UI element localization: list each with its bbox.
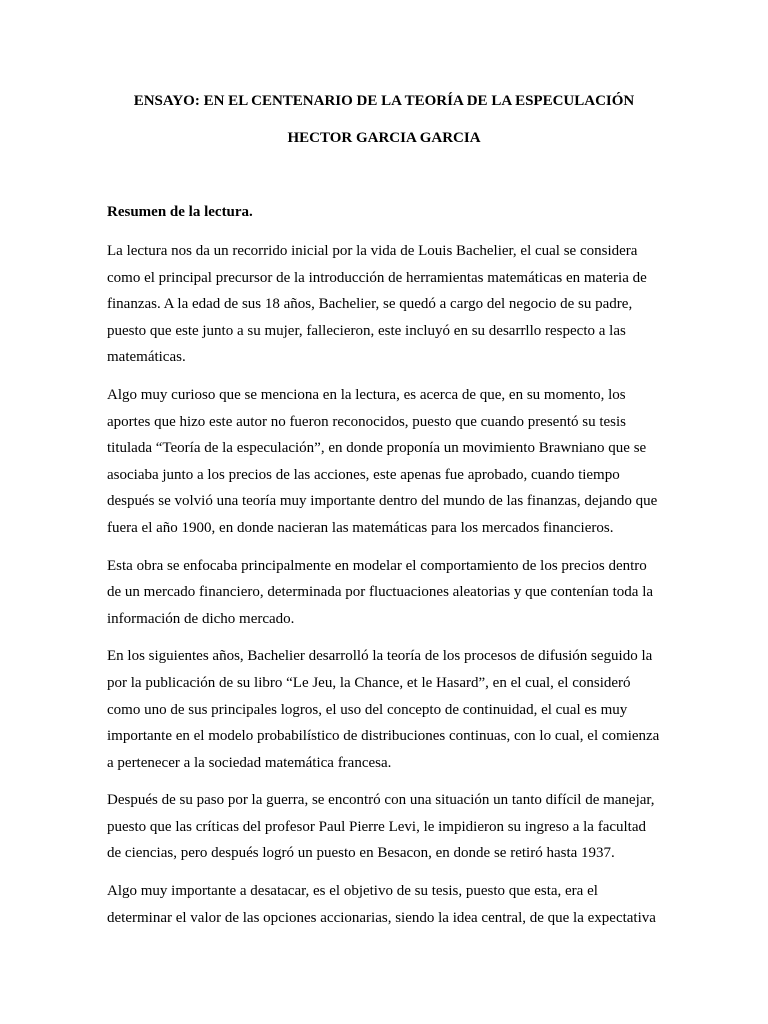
paragraph-1: La lectura nos da un recorrido inicial por la vida de Louis Bachelier, el cual se considera como el principal precursor de la introducción de herramientas matemáticas en materia de finanzas. A la edad de sus 18 años, Bachelier, se quedó a cargo del negocio de su padre, puesto que este junto a su mujer, fallecieron, este incluyó en su desarrllo respecto a las matemáticas. — [107, 243, 647, 366]
paragraph-3: Esta obra se enfocaba principalmente en modelar el comportamiento de los precios dentro de un mercado financiero, determinada por fluctuaciones aleatorias y que contenían toda la información de dicho mercado. — [107, 557, 654, 627]
section-heading: Resumen de la lectura. — [107, 204, 253, 220]
document-author: HECTOR GARCIA GARCIA — [287, 130, 481, 146]
paragraph-4: En los siguientes años, Bachelier desarrolló la teoría de los procesos de difusión seguido la por la publicación de su libro “Le Jeu, la Chance, et le Hasard”, en el cual, el consideró como uno de sus principales logros, el uso del concepto de continuidad, el cual es muy importante en el modelo probabilístico de distribuciones continuas, con lo cual, el comienza a pertenecer a la sociedad matemática francesa. — [107, 648, 660, 771]
document-title: ENSAYO: EN EL CENTENARIO DE LA TEORÍA DE LA ESPECULACIÓN — [133, 93, 635, 109]
paragraph-2: Algo muy curioso que se menciona en la lectura, es acerca de que, en su momento, los aportes que hizo este autor no fueron reconocidos, puesto que cuando presentó su tesis titulada “Teoría de la especulación”, en donde proponía un movimiento Brawniano que se asociaba junto a los precios de las acciones, este apenas fue aprobado, cuando tiempo después se volvió una teoría muy importante dentro del mundo de las finanzas, dejando que fuera el año 1900, en donde nacieran las matemáticas para los mercados financieros. — [107, 386, 658, 536]
document-body — [107, 202, 663, 942]
paragraph-5: Después de su paso por la guerra, se encontró con una situación un tanto difícil de manejar, puesto que las críticas del profesor Paul Pierre Levi, le impidieron su ingreso a la facultad de ciencias, pero después logró un puesto en Besacon, en donde se retiró hasta 1937. — [107, 792, 655, 862]
paragraph-6: Algo muy importante a desatacar, es el objetivo de su tesis, puesto que esta, era el determinar el valor de las opciones accionarias, siendo la idea central, de que la expectativa — [107, 883, 656, 926]
